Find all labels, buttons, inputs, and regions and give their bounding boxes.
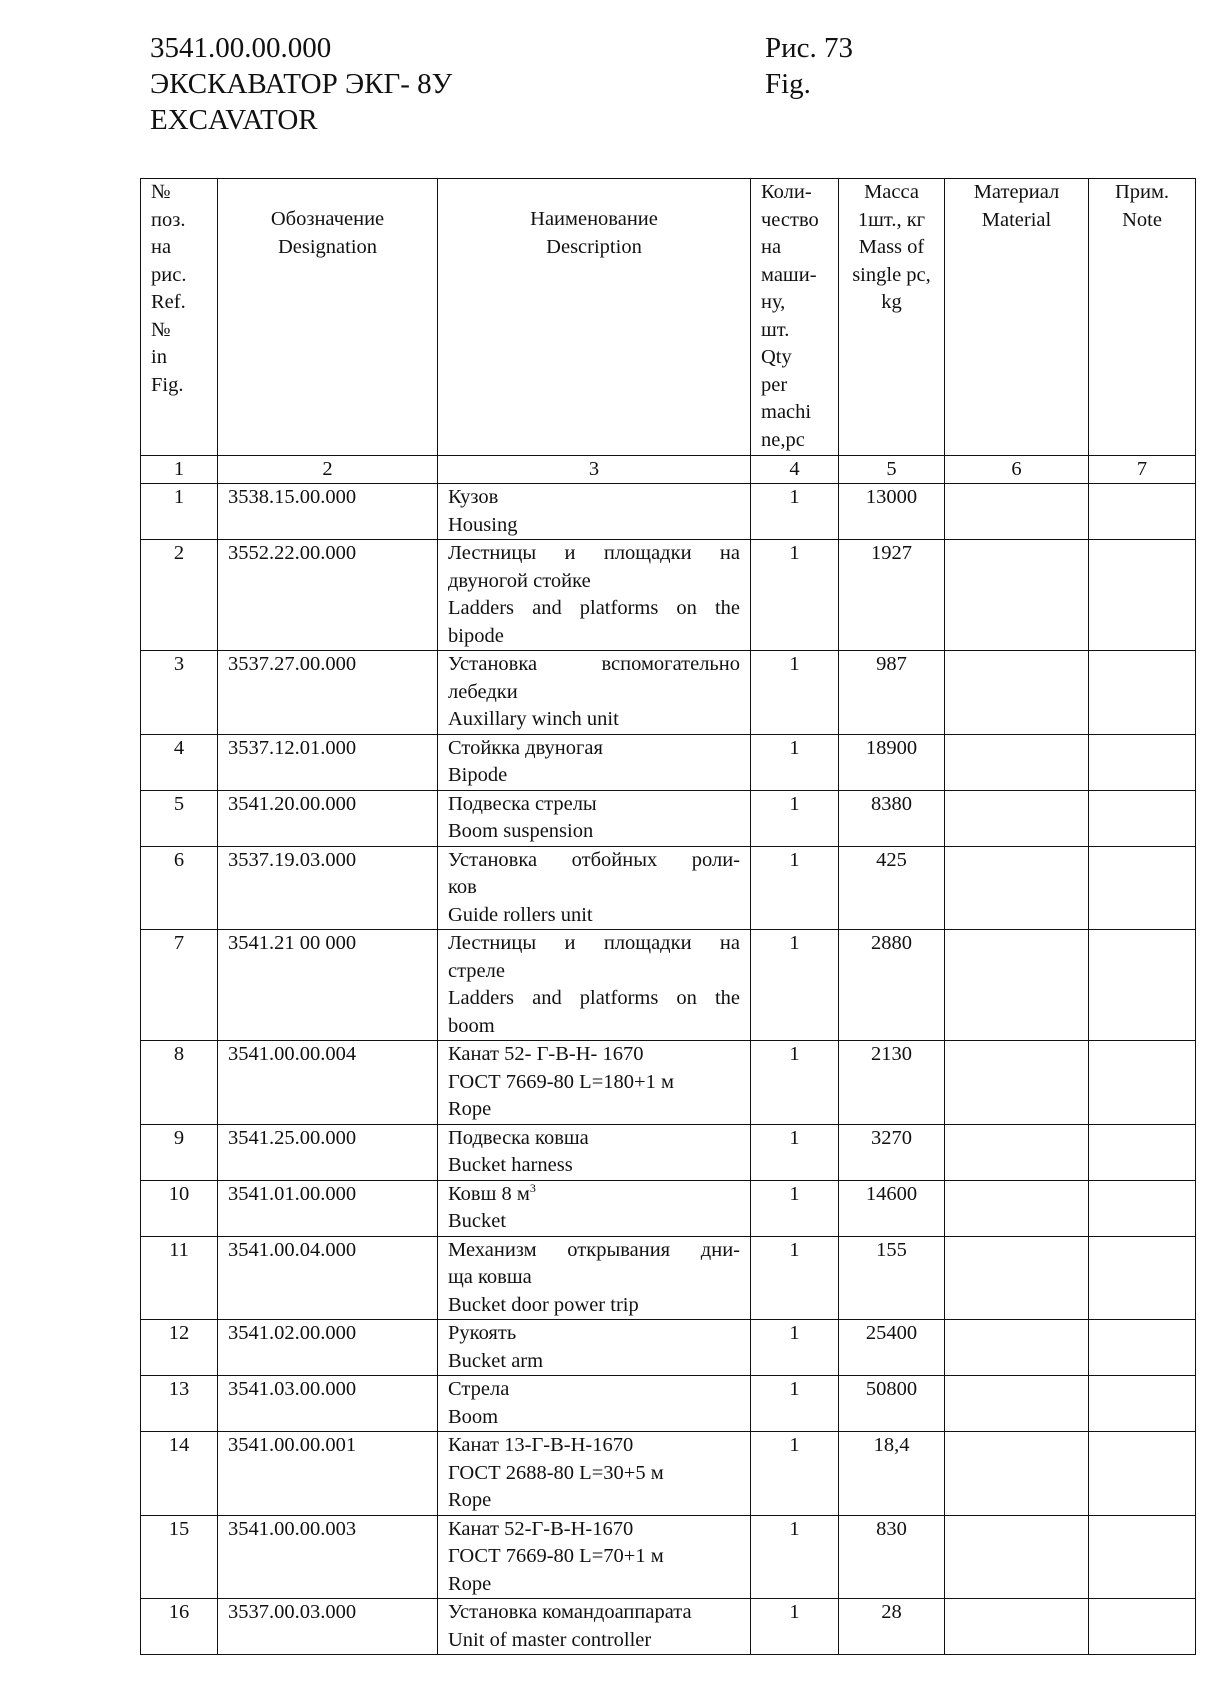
figure-label: [765, 30, 853, 102]
header-line: Fig.: [151, 373, 184, 396]
header-row: [141, 179, 1196, 456]
qty-cell: 1: [751, 1376, 839, 1432]
description-line: Ladders and platforms on the: [448, 987, 740, 1009]
note-cell: [1089, 651, 1196, 735]
mass-cell: 28: [839, 1599, 945, 1655]
designation-cell: 3537.27.00.000: [218, 651, 438, 735]
figure-ru: Рис. 73: [765, 32, 854, 64]
qty-cell: 1: [751, 930, 839, 1041]
table-row: [141, 540, 1196, 651]
ref-number-cell: 13: [141, 1376, 218, 1432]
superscript: 3: [529, 1180, 536, 1195]
ref-number-cell: 4: [141, 734, 218, 790]
description-cell: [438, 846, 751, 930]
header-line: поз.: [151, 208, 186, 231]
note-cell: [1089, 1432, 1196, 1516]
description-cell: [438, 1376, 751, 1432]
mass-cell: 25400: [839, 1320, 945, 1376]
ref-number-cell: 9: [141, 1124, 218, 1180]
qty-cell: 1: [751, 540, 839, 651]
description-line: Rope: [448, 1489, 492, 1511]
title-ru: ЭКСКАВАТОР ЭКГ- 8У: [150, 68, 453, 100]
description-line: Механизм открывания дни-: [448, 1238, 740, 1261]
note-cell: [1089, 846, 1196, 930]
description-line: Рукоять: [448, 1322, 517, 1344]
ref-number-cell: 6: [141, 846, 218, 930]
header-line: Прим.: [1114, 181, 1170, 203]
designation-cell: 3541.00.04.000: [218, 1236, 438, 1320]
material-cell: [945, 1041, 1089, 1125]
note-cell: [1089, 1180, 1196, 1236]
ref-number-cell: 5: [141, 790, 218, 846]
col-header-material: [945, 179, 1089, 456]
designation-cell: 3541.21 00 000: [218, 930, 438, 1041]
qty-cell: 1: [751, 1236, 839, 1320]
table-row: [141, 484, 1196, 540]
figure-en: Fig.: [765, 68, 811, 100]
designation-cell: 3541.01.00.000: [218, 1180, 438, 1236]
ref-number-cell: 15: [141, 1515, 218, 1599]
header-line: Qty: [761, 346, 792, 368]
header-line: чество: [761, 208, 819, 231]
col-header-qty: [751, 179, 839, 456]
header-line: Designation: [277, 235, 378, 258]
designation-cell: 3537.12.01.000: [218, 734, 438, 790]
ref-number-cell: 7: [141, 930, 218, 1041]
table-row: [141, 1124, 1196, 1180]
description-line: Boom: [448, 1405, 499, 1428]
column-number: 5: [839, 456, 945, 484]
header-line: ну,: [761, 291, 786, 313]
mass-cell: 50800: [839, 1376, 945, 1432]
material-cell: [945, 1376, 1089, 1432]
qty-cell: 1: [751, 484, 839, 540]
mass-cell: 155: [839, 1236, 945, 1320]
description-line: Кузов: [448, 486, 499, 508]
designation-cell: 3541.00.00.004: [218, 1041, 438, 1125]
description-line: Housing: [448, 513, 518, 536]
header-line: in: [151, 346, 167, 368]
description-line: Стойкка двуногая: [448, 736, 603, 759]
header-line: №: [151, 181, 171, 203]
table-row: [141, 651, 1196, 735]
description-line: Unit of master controller: [448, 1628, 652, 1651]
mass-cell: 1927: [839, 540, 945, 651]
description-line: Установка отбойных роли-: [448, 848, 740, 871]
description-line: Канат 52-Г-В-Н-1670: [448, 1517, 634, 1540]
description-cell: [438, 1180, 751, 1236]
description-cell: [438, 1320, 751, 1376]
designation-cell: 3541.03.00.000: [218, 1376, 438, 1432]
description-line: двуногой стойке: [448, 569, 591, 592]
designation-cell: 3537.19.03.000: [218, 846, 438, 930]
header-line: №: [151, 318, 171, 341]
table-row: [141, 790, 1196, 846]
header-line: machi: [761, 401, 812, 423]
designation-cell: 3541.02.00.000: [218, 1320, 438, 1376]
header-line: 1шт., кг: [857, 208, 926, 231]
table-row: [141, 1180, 1196, 1236]
qty-cell: 1: [751, 1432, 839, 1516]
table-row: [141, 1236, 1196, 1320]
description-line: стреле: [448, 959, 505, 982]
mass-cell: 987: [839, 651, 945, 735]
col-header-description: [438, 179, 751, 456]
mass-cell: 425: [839, 846, 945, 930]
description-cell: [438, 734, 751, 790]
description-line: Bucket arm: [448, 1349, 544, 1372]
note-cell: [1089, 1124, 1196, 1180]
description-cell: [438, 540, 751, 651]
ref-number-cell: 8: [141, 1041, 218, 1125]
ref-number-cell: 10: [141, 1180, 218, 1236]
material-cell: [945, 1432, 1089, 1516]
mass-cell: 14600: [839, 1180, 945, 1236]
column-number: 2: [218, 456, 438, 484]
description-line: Bucket harness: [448, 1154, 573, 1176]
designation-cell: 3552.22.00.000: [218, 540, 438, 651]
header-line: шт.: [761, 318, 790, 341]
header-line: per: [761, 373, 788, 396]
material-cell: [945, 1180, 1089, 1236]
designation-cell: 3538.15.00.000: [218, 484, 438, 540]
header-line: Note: [1122, 208, 1162, 231]
table-row: [141, 734, 1196, 790]
description-line: Установка командоаппарата: [448, 1601, 692, 1623]
qty-cell: 1: [751, 1180, 839, 1236]
note-cell: [1089, 1320, 1196, 1376]
header-line: single pc,: [852, 263, 931, 286]
description-line: Rope: [448, 1098, 492, 1120]
header-line: маши-: [761, 263, 817, 286]
material-cell: [945, 651, 1089, 735]
mass-cell: 3270: [839, 1124, 945, 1180]
qty-cell: 1: [751, 651, 839, 735]
table-row: [141, 1320, 1196, 1376]
ref-number-cell: 12: [141, 1320, 218, 1376]
col-header-mass: [839, 179, 945, 456]
parts-table-body: [141, 484, 1196, 1655]
description-line: Установка вспомогательно: [448, 653, 740, 675]
header-line: Обозначение: [270, 208, 385, 230]
material-cell: [945, 540, 1089, 651]
qty-cell: 1: [751, 790, 839, 846]
description-line: Лестницы и площадки на: [448, 542, 740, 564]
mass-cell: 2880: [839, 930, 945, 1041]
drawing-code: 3541.00.00.000: [150, 32, 332, 64]
description-line: boom: [448, 1014, 495, 1037]
description-line: ща ковша: [448, 1266, 532, 1288]
header-line: Mass of: [858, 236, 925, 258]
material-cell: [945, 1124, 1089, 1180]
designation-cell: 3541.25.00.000: [218, 1124, 438, 1180]
header-line: на: [761, 236, 782, 258]
qty-cell: 1: [751, 1124, 839, 1180]
column-number: 1: [141, 456, 218, 484]
column-number: 6: [945, 456, 1089, 484]
description-line: Лестницы и площадки на: [448, 932, 740, 954]
mass-cell: 2130: [839, 1041, 945, 1125]
note-cell: [1089, 1041, 1196, 1125]
description-line: Rope: [448, 1572, 492, 1595]
material-cell: [945, 846, 1089, 930]
note-cell: [1089, 1376, 1196, 1432]
description-cell: [438, 1515, 751, 1599]
material-cell: [945, 1320, 1089, 1376]
note-cell: [1089, 1515, 1196, 1599]
title-en: EXCAVATOR: [150, 104, 318, 136]
table-row: [141, 1515, 1196, 1599]
designation-cell: 3537.00.03.000: [218, 1599, 438, 1655]
col-header-note: [1089, 179, 1196, 456]
header-line: ne,pc: [761, 428, 805, 451]
description-line: Ковш 8 $м^3$: [448, 1180, 536, 1205]
material-cell: [945, 1236, 1089, 1320]
ref-number-cell: 2: [141, 540, 218, 651]
column-number: 3: [438, 456, 751, 484]
designation-cell: 3541.00.00.001: [218, 1432, 438, 1516]
description-line: Канат 13-Г-В-Н-1670: [448, 1434, 634, 1456]
description-line: Ladders and platforms on the: [448, 597, 740, 619]
col-header-designation: [218, 179, 438, 456]
description-line: Bucket door power trip: [448, 1293, 639, 1316]
description-cell: [438, 484, 751, 540]
description-line: Boom suspension: [448, 820, 594, 842]
mass-cell: 830: [839, 1515, 945, 1599]
note-cell: [1089, 790, 1196, 846]
mass-cell: 18900: [839, 734, 945, 790]
column-number: 7: [1089, 456, 1196, 484]
note-cell: [1089, 484, 1196, 540]
table-row: [141, 1432, 1196, 1516]
qty-cell: 1: [751, 1320, 839, 1376]
header-line: на: [151, 236, 172, 258]
ref-number-cell: 3: [141, 651, 218, 735]
table-row: [141, 1041, 1196, 1125]
material-cell: [945, 930, 1089, 1041]
description-line: лебедки: [448, 680, 518, 703]
table-row: [141, 846, 1196, 930]
header-line: Масса: [864, 181, 919, 203]
ref-number-cell: 16: [141, 1599, 218, 1655]
description-line: Guide rollers unit: [448, 903, 593, 926]
note-cell: [1089, 930, 1196, 1041]
note-cell: [1089, 540, 1196, 651]
description-line: Bucket: [448, 1210, 507, 1232]
table-row: [141, 1599, 1196, 1655]
header-line: Ref.: [151, 291, 186, 313]
description-line: Канат 52- Г-В-Н- 1670: [448, 1043, 644, 1065]
header-line: Material: [981, 208, 1052, 231]
material-cell: [945, 484, 1089, 540]
qty-cell: 1: [751, 1041, 839, 1125]
description-cell: [438, 1432, 751, 1516]
description-cell: [438, 930, 751, 1041]
designation-cell: 3541.00.00.003: [218, 1515, 438, 1599]
table-row: [141, 930, 1196, 1041]
qty-cell: 1: [751, 1599, 839, 1655]
description-cell: [438, 1599, 751, 1655]
column-number: 4: [751, 456, 839, 484]
description-cell: [438, 1041, 751, 1125]
description-cell: [438, 1236, 751, 1320]
header-line: Материал: [973, 181, 1060, 203]
document-header: [150, 30, 452, 138]
header-line: рис.: [151, 263, 187, 286]
description-line: ГОСТ 2688-80 L=30+5 м: [448, 1461, 664, 1484]
material-cell: [945, 790, 1089, 846]
mass-cell: 18,4: [839, 1432, 945, 1516]
description-line: Bipode: [448, 764, 508, 786]
header-line: Коли-: [761, 181, 812, 203]
description-line: bipode: [448, 624, 504, 647]
header-line: kg: [881, 291, 902, 313]
header-line: Наименование: [530, 208, 658, 230]
note-cell: [1089, 734, 1196, 790]
mass-cell: 8380: [839, 790, 945, 846]
qty-cell: 1: [751, 846, 839, 930]
description-cell: [438, 790, 751, 846]
description-line: Auxillary winch unit: [448, 708, 619, 730]
material-cell: [945, 1599, 1089, 1655]
ref-number-cell: 14: [141, 1432, 218, 1516]
description-line: ГОСТ 7669-80 L=180+1 м: [448, 1070, 674, 1093]
column-number-row: [141, 456, 1196, 484]
material-cell: [945, 734, 1089, 790]
description-line: ГОСТ 7669-80 L=70+1 м: [448, 1545, 664, 1567]
note-cell: [1089, 1236, 1196, 1320]
description-line: Стрела: [448, 1378, 510, 1400]
mass-cell: 13000: [839, 484, 945, 540]
table-row: [141, 1376, 1196, 1432]
description-line: Подвеска ковша: [448, 1126, 589, 1149]
ref-number-cell: 11: [141, 1236, 218, 1320]
header-line: Description: [546, 235, 642, 258]
parts-table: [140, 178, 1196, 1655]
col-header-ref: [141, 179, 218, 456]
description-cell: [438, 1124, 751, 1180]
description-line: ков: [448, 876, 477, 898]
ref-number-cell: 1: [141, 484, 218, 540]
qty-cell: 1: [751, 734, 839, 790]
designation-cell: 3541.20.00.000: [218, 790, 438, 846]
description-cell: [438, 651, 751, 735]
description-line: Подвеска стрелы: [448, 792, 597, 815]
qty-cell: 1: [751, 1515, 839, 1599]
material-cell: [945, 1515, 1089, 1599]
note-cell: [1089, 1599, 1196, 1655]
